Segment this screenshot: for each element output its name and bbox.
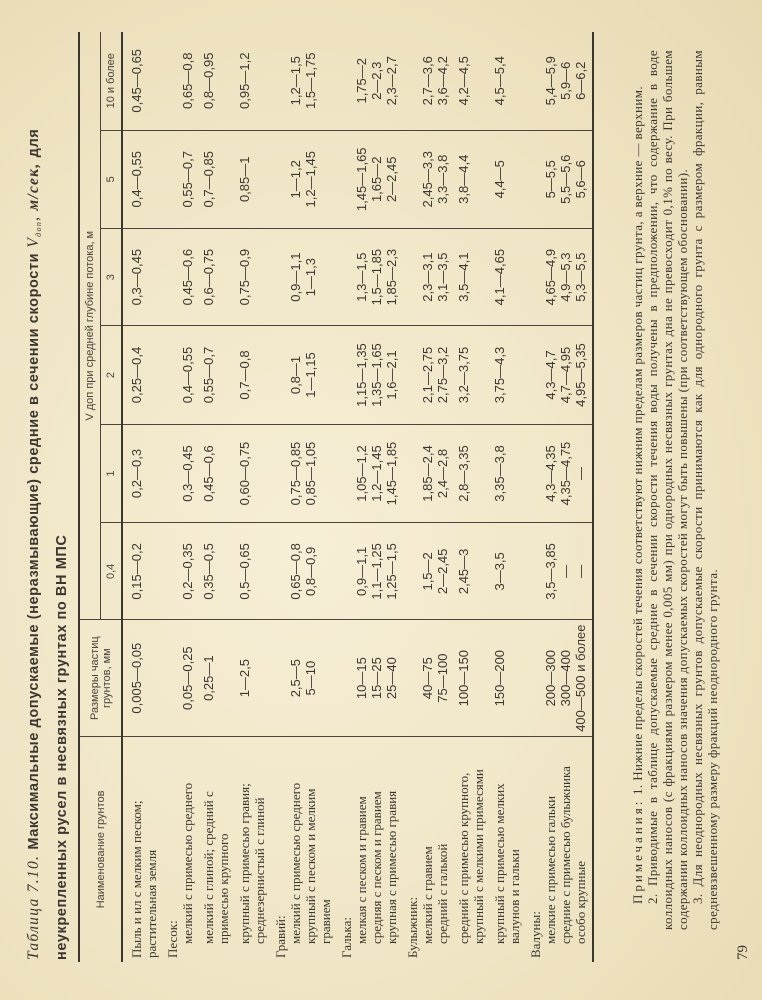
velocity-value: 4,35—4,75 <box>558 441 573 506</box>
velocity-value: 5,4—5,9 <box>543 56 558 106</box>
particle-size: 200—300 <box>543 649 558 707</box>
table-row <box>486 32 522 962</box>
velocity-value: 0,75—0,85 <box>288 441 303 506</box>
velocity-cell <box>159 523 195 620</box>
velocity-value: 0,75—0,9 <box>237 248 252 306</box>
velocity-cell <box>267 326 333 425</box>
table-row <box>333 32 399 962</box>
particle-size: 100—150 <box>456 649 471 707</box>
velocity-value: 0,60—0,75 <box>237 441 252 506</box>
velocity-value: 4,3—4,7 <box>543 350 558 400</box>
velocity-value: 5,5—5,6 <box>558 154 573 204</box>
header-velocity-group: V доп при средней глубине потока, м <box>79 32 101 620</box>
velocity-value: 3,3—3,8 <box>435 154 450 204</box>
velocity-unit: м/сек, <box>25 162 42 211</box>
velocity-value: 1,45—1,85 <box>384 441 399 506</box>
particle-size-cell <box>231 620 267 736</box>
soil-name: средний с примесью крупного, крупный с мелкими примесями <box>456 769 486 944</box>
velocity-cell <box>122 229 159 326</box>
soil-name: крупный с примесью мелких валунов и гальки <box>492 783 522 944</box>
velocity-cell <box>122 424 159 523</box>
velocity-value: 1,2—1,5 <box>288 56 303 106</box>
velocity-value: 0,7—0,85 <box>201 151 216 208</box>
velocity-value: 0,2—0,3 <box>129 448 144 499</box>
soil-name: мелкий с глиной; средний с примесью крупного <box>201 791 231 944</box>
page-number: 79 <box>735 945 751 960</box>
soil-name: средняя с песком и гравием <box>369 791 384 944</box>
soil-name: средние с примесью булыжника <box>558 766 573 944</box>
velocity-value: 1,2—1,45 <box>303 151 318 208</box>
velocity-value: 0,85—1 <box>237 156 252 203</box>
velocity-cell <box>195 523 231 620</box>
velocity-cell <box>159 229 195 326</box>
velocity-value: 3,8—4,4 <box>456 154 471 204</box>
velocity-value: 2—2,3 <box>369 61 384 100</box>
soil-name-cell <box>486 736 522 962</box>
soil-group-label: Песок: <box>165 920 180 958</box>
velocity-value: 0,65—0,8 <box>180 52 195 109</box>
velocity-value: 3,5—4,1 <box>456 252 471 302</box>
velocity-value: 3,35—3,8 <box>492 445 507 502</box>
velocity-value: 1,2—1,45 <box>369 445 384 502</box>
velocity-value: 4,5—5,4 <box>492 56 507 106</box>
velocity-cell <box>195 130 231 229</box>
note-2: 2. Приводимые в таблице допускаемые средние в сечении скорости течения воды получены в предположении, что содержание в воде коллоидных наносов (с фракциями размером менее 0,005 мм) при однородных несвязных грунтах дна не превосходит 0,1% по весу. При большем содержании коллоидных наносов значения допускаемых скоростей могут быть повышены (при соответствующем обосновании). <box>645 50 690 930</box>
velocity-cell <box>486 326 522 425</box>
velocity-symbol: $V_{доп}$ <box>25 220 43 248</box>
particle-size: 150—200 <box>492 649 507 707</box>
velocity-cell <box>267 130 333 229</box>
soil-name-cell <box>267 736 333 962</box>
velocity-value: 0,3—0,45 <box>129 248 144 306</box>
table-row <box>399 32 450 962</box>
soil-group-label: Галька: <box>339 917 354 958</box>
table-body <box>122 32 593 962</box>
velocity-value: 0,5—0,65 <box>237 543 252 600</box>
particle-size: 25—40 <box>384 657 399 700</box>
soil-name-cell <box>195 736 231 962</box>
table-row <box>122 32 159 962</box>
velocity-cell <box>450 32 486 130</box>
velocity-value: 1,05—1,2 <box>354 445 369 502</box>
particle-size: 0,005—0,05 <box>129 642 144 714</box>
soil-name-cell <box>333 736 399 962</box>
velocity-cell <box>522 32 593 130</box>
particle-size: 75—100 <box>435 653 450 703</box>
velocity-cell <box>231 424 267 523</box>
particle-size: 15—25 <box>369 657 384 700</box>
velocity-cell <box>122 32 159 130</box>
particle-size-cell <box>195 620 231 736</box>
note-3: 3. Для неоднородных несвязных грунтов допускаемые скорости принимаются как для однородного грунта с размером фракции, равным средневзвешенному размеру фракций неоднородного грунта. <box>690 50 720 930</box>
velocity-value: 5,3—5,5 <box>573 252 588 302</box>
velocity-cell <box>195 32 231 130</box>
velocity-value: 1,85—2,4 <box>420 445 435 502</box>
velocity-value: 0,4—0,55 <box>180 346 195 404</box>
velocity-value: — <box>558 564 573 578</box>
table-label: Таблица 7.10. <box>25 854 42 960</box>
velocity-cell <box>522 424 593 523</box>
velocity-cell <box>486 229 522 326</box>
velocity-value: 0,9—1,1 <box>354 546 369 596</box>
velocity-value: 2,3—3,1 <box>420 252 435 302</box>
velocity-value: 3—3,5 <box>492 552 507 591</box>
velocity-cell <box>486 523 522 620</box>
velocity-value: 3,75—4,3 <box>492 346 507 404</box>
velocity-value: 0,45—0,65 <box>129 48 144 113</box>
particle-size-cell <box>267 620 333 736</box>
velocity-value: 0,2—0,35 <box>180 543 195 600</box>
particle-size-cell <box>159 620 195 736</box>
velocity-value: 2,75—3,2 <box>435 346 450 404</box>
velocity-value: 2,45—3 <box>456 548 471 595</box>
particle-size: 10—15 <box>354 657 369 700</box>
velocity-cell <box>267 523 333 620</box>
velocity-cell <box>267 32 333 130</box>
header-depth-10: 10 и более <box>101 32 123 130</box>
velocity-value: 0,45—0,6 <box>201 445 216 502</box>
velocity-value: 3,1—3,5 <box>435 252 450 302</box>
velocity-value: 0,8—1 <box>288 355 303 395</box>
table-row <box>267 32 333 962</box>
header-depth-3: 3 <box>101 229 123 326</box>
particle-size: 0,25—1 <box>201 655 216 701</box>
header-depth-2: 2 <box>101 326 123 425</box>
soil-name-cell <box>522 736 593 962</box>
velocity-cell <box>486 32 522 130</box>
velocity-value: 3,6—4,2 <box>435 56 450 106</box>
velocity-value: 0,55—0,7 <box>201 346 216 404</box>
velocity-value: — <box>573 564 588 578</box>
soil-name: мелкие с примесью гальки <box>543 795 558 944</box>
velocity-cell <box>450 130 486 229</box>
velocity-value: 2—2,45 <box>435 548 450 595</box>
soil-group-label: Булыжник: <box>405 896 420 958</box>
velocity-cell <box>231 229 267 326</box>
velocity-cell <box>231 130 267 229</box>
notes <box>630 50 720 930</box>
velocity-cell <box>486 130 522 229</box>
velocity-value: 0,15—0,2 <box>129 543 144 600</box>
particle-size-cell <box>522 620 593 736</box>
velocity-cell <box>399 229 450 326</box>
velocity-cell <box>333 326 399 425</box>
velocity-cell <box>522 229 593 326</box>
velocity-value: 3,5—3,85 <box>543 543 558 600</box>
velocity-value: 4,9—5,3 <box>558 252 573 302</box>
particle-size-cell <box>450 620 486 736</box>
table-caption: Таблица 7.10. Максимальные допускаемые (неразмывающие) средние в сечении скорости $V_{доп}$, м/сек, для неукрепленных русел в несвязных грунтах по ВН МПС <box>25 128 70 960</box>
particle-size: 2,5—5 <box>288 658 303 698</box>
velocity-value: 0,7—0,8 <box>237 350 252 400</box>
particle-size: 5—10 <box>303 660 318 696</box>
velocity-cell <box>333 523 399 620</box>
velocity-value: — <box>573 467 588 480</box>
velocity-value: 2,4—2,8 <box>435 448 450 499</box>
velocity-cell <box>159 32 195 130</box>
table-row <box>522 32 593 962</box>
velocity-cell <box>522 130 593 229</box>
velocity-table <box>78 32 594 962</box>
velocity-value: 0,35—0,5 <box>201 543 216 600</box>
soil-name: мелкая с песком и гравием <box>354 796 369 944</box>
velocity-cell <box>522 326 593 425</box>
velocity-cell <box>231 32 267 130</box>
velocity-value: 1,65—2 <box>369 156 384 203</box>
soil-group-label: Гравий: <box>273 915 288 958</box>
velocity-value: 0,8—0,9 <box>303 546 318 596</box>
velocity-cell <box>267 424 333 523</box>
table-row <box>231 32 267 962</box>
velocity-value: 0,6—0,75 <box>201 248 216 306</box>
velocity-value: 2,8—3,35 <box>456 445 471 502</box>
soil-name: Пыль и ил с мелким песком; растительная земля <box>129 800 159 958</box>
particle-size: 0,05—0,25 <box>180 646 195 710</box>
velocity-value: 4,3—4,35 <box>543 445 558 502</box>
velocity-cell <box>122 130 159 229</box>
soil-name: мелкий с примесью среднего <box>180 782 195 944</box>
soil-name-cell <box>122 736 159 962</box>
header-depth-5: 5 <box>101 130 123 229</box>
soil-name: крупный с песком и мелким гравием <box>303 788 333 944</box>
particle-size-cell <box>122 620 159 736</box>
velocity-cell <box>333 130 399 229</box>
velocity-cell <box>195 326 231 425</box>
velocity-value: 4,95—5,35 <box>573 343 588 407</box>
particle-size: 400—500 и более <box>573 624 588 732</box>
velocity-cell <box>522 523 593 620</box>
header-depth-1: 1 <box>101 424 123 523</box>
soil-name: мелкий с примесью среднего <box>288 782 303 944</box>
velocity-value: 2,1—2,75 <box>420 346 435 404</box>
soil-name-cell <box>450 736 486 962</box>
velocity-cell <box>159 130 195 229</box>
velocity-value: 4,1—4,65 <box>492 248 507 306</box>
velocity-value: 0,8—0,95 <box>201 52 216 109</box>
velocity-value: 1,5—2 <box>420 552 435 591</box>
velocity-value: 5,6—6 <box>573 160 588 199</box>
note-1: Примечания: 1. Нижние пределы скоростей течения соответствуют нижним пределам размеров частиц грунта, а верхние — верхним. <box>630 86 645 904</box>
velocity-value: 1,1—1,25 <box>369 543 384 600</box>
velocity-value: 2,45—3,3 <box>420 151 435 208</box>
soil-name: мелкий с гравием <box>420 846 435 944</box>
velocity-cell <box>195 424 231 523</box>
caption-text: Максимальные допускаемые (неразмывающие) средние в сечении скорости <box>26 252 42 850</box>
particle-size: 300—400 <box>558 649 573 707</box>
velocity-value: 4,65—4,9 <box>543 248 558 306</box>
velocity-value: 1,35—1,65 <box>369 343 384 407</box>
table-row <box>159 32 195 962</box>
velocity-value: 2,3—2,7 <box>384 56 399 106</box>
header-depth-0-4: 0,4 <box>101 523 123 620</box>
particle-size-cell <box>486 620 522 736</box>
soil-name-cell <box>159 736 195 962</box>
velocity-cell <box>450 229 486 326</box>
table-row <box>450 32 486 962</box>
velocity-value: 0,4—0,55 <box>129 151 144 208</box>
soil-name: особо крупные <box>573 860 588 944</box>
velocity-value: 0,9—1,1 <box>288 252 303 302</box>
velocity-cell <box>159 424 195 523</box>
velocity-value: 4,7—4,95 <box>558 346 573 404</box>
velocity-value: 0,45—0,6 <box>180 248 195 306</box>
velocity-cell <box>399 523 450 620</box>
velocity-value: 5,9—6 <box>558 61 573 100</box>
velocity-value: 0,85—1,05 <box>303 441 318 506</box>
velocity-value: 2,7—3,6 <box>420 56 435 106</box>
velocity-value: 1,3—1,5 <box>354 252 369 302</box>
velocity-cell <box>231 523 267 620</box>
velocity-value: 3,2—3,75 <box>456 346 471 404</box>
soil-group-label: Валуны: <box>528 911 543 958</box>
velocity-cell <box>231 326 267 425</box>
velocity-value: 0,3—0,45 <box>180 445 195 502</box>
caption-text-2: для неукрепленных русел в несвязных грунтах по ВН МПС <box>26 128 70 960</box>
velocity-value: 1—1,2 <box>288 160 303 199</box>
velocity-value: 0,55—0,7 <box>180 151 195 208</box>
velocity-cell <box>450 424 486 523</box>
velocity-cell <box>450 326 486 425</box>
particle-size-cell <box>399 620 450 736</box>
velocity-value: 1,75—2 <box>354 57 369 104</box>
particle-size: 40—75 <box>420 657 435 700</box>
velocity-cell <box>122 326 159 425</box>
velocity-cell <box>399 326 450 425</box>
soil-name: крупный с примесью гравия; среднезернистый с глиной <box>237 783 267 944</box>
velocity-value: 1—1,3 <box>303 257 318 297</box>
velocity-value: 1,85—2,3 <box>384 248 399 306</box>
velocity-cell <box>333 424 399 523</box>
velocity-cell <box>450 523 486 620</box>
velocity-value: 0,65—0,8 <box>288 543 303 600</box>
velocity-value: 4,4—5 <box>492 160 507 199</box>
soil-name: средний с галькой <box>435 843 450 944</box>
velocity-value: 0,25—0,4 <box>129 346 144 404</box>
velocity-cell <box>267 229 333 326</box>
soil-name-cell <box>231 736 267 962</box>
velocity-value: 0,95—1,2 <box>237 52 252 109</box>
velocity-cell <box>486 424 522 523</box>
velocity-value: 1,5—1,85 <box>369 248 384 306</box>
velocity-value: 2—2,45 <box>384 156 399 203</box>
velocity-value: 1,5—1,75 <box>303 52 318 109</box>
velocity-cell <box>399 32 450 130</box>
velocity-cell <box>159 326 195 425</box>
velocity-value: 6—6,2 <box>573 61 588 100</box>
velocity-cell <box>195 229 231 326</box>
particle-size-cell <box>333 620 399 736</box>
velocity-cell <box>333 229 399 326</box>
velocity-value: 1,45—1,65 <box>354 147 369 212</box>
table-row <box>195 32 231 962</box>
header-particle-size: Размеры частиц грунтов, мм <box>79 620 122 736</box>
header-soil-name: Наименование грунтов <box>79 736 122 962</box>
velocity-cell <box>122 523 159 620</box>
velocity-value: 5—5,5 <box>543 160 558 199</box>
velocity-value: 4,2—4,5 <box>456 56 471 106</box>
soil-name-cell <box>399 736 450 962</box>
particle-size: 1—2,5 <box>237 658 252 698</box>
velocity-cell <box>399 424 450 523</box>
soil-name: крупная с примесью гравия <box>384 790 399 944</box>
velocity-value: 1,15—1,35 <box>354 343 369 407</box>
velocity-value: 1—1,15 <box>303 352 318 398</box>
velocity-cell <box>333 32 399 130</box>
velocity-value: 1,6—2,1 <box>384 350 399 400</box>
velocity-value: 1,25—1,5 <box>384 543 399 600</box>
velocity-cell <box>399 130 450 229</box>
